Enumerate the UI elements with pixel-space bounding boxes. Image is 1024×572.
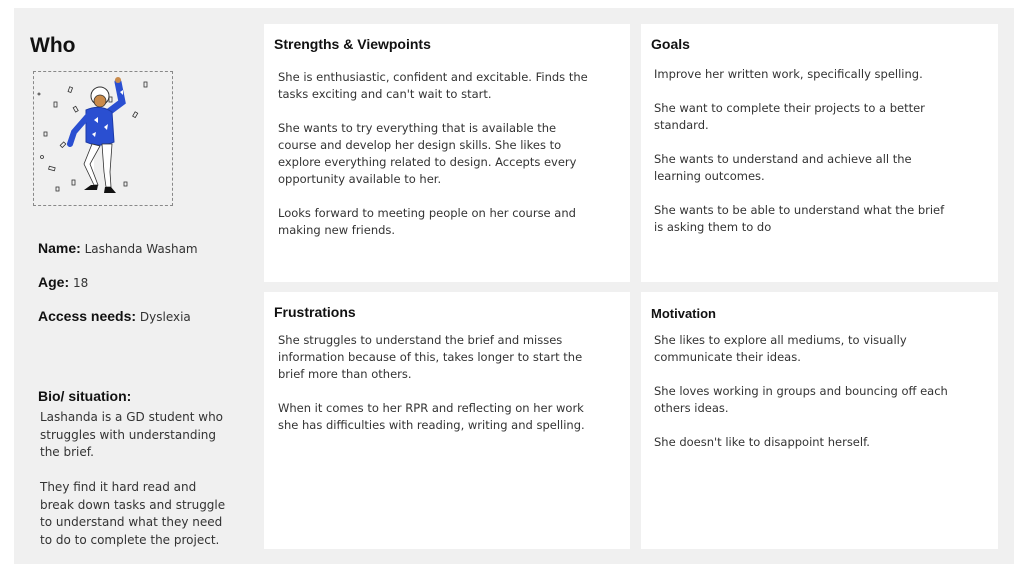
name-field xyxy=(38,240,198,256)
name-value: Lashanda Washam xyxy=(84,242,198,256)
age-value: 18 xyxy=(72,276,89,290)
strengths-title: Strengths & Viewpoints xyxy=(274,36,431,52)
motivation-paragraph: She doesn't like to disappoint herself. xyxy=(654,435,870,449)
goals-paragraph: She wants to be able to understand what the brief is asking them to do xyxy=(654,203,945,234)
goals-paragraph: Improve her written work, specifically spelling. xyxy=(654,67,923,81)
goals-paragraph: She wants to understand and achieve all the learning outcomes. xyxy=(654,152,912,183)
avatar xyxy=(33,71,173,206)
bio-title: Bio/ situation: xyxy=(38,388,132,404)
strengths-paragraph: She wants to try everything that is available the course and develop her design skills. She likes to explore everything related to design. Accepts every opportunity available to her. xyxy=(278,121,577,186)
motivation-paragraph: She loves working in groups and bouncing off each others ideas. xyxy=(654,384,948,415)
frustrations-paragraph: When it comes to her RPR and reflecting on her work she has difficulties with reading, writing and spelling. xyxy=(278,401,585,432)
who-title: Who xyxy=(30,34,76,57)
goals-card xyxy=(641,24,998,282)
bio-paragraph: Lashanda is a GD student who struggles with understanding the brief. xyxy=(40,410,224,459)
name-label: Name: xyxy=(38,240,81,256)
person-illustration-icon xyxy=(34,72,174,207)
strengths-paragraph: Looks forward to meeting people on her course and making new friends. xyxy=(278,206,576,237)
age-label: Age: xyxy=(38,274,70,290)
motivation-card xyxy=(641,292,998,549)
goals-title: Goals xyxy=(651,36,690,52)
motivation-title: Motivation xyxy=(651,306,716,321)
access-needs-value: Dyslexia xyxy=(139,310,191,324)
frustrations-paragraph: She struggles to understand the brief and misses information because of this, takes longer to start the brief more than others. xyxy=(278,333,583,381)
access-needs-field xyxy=(38,308,191,324)
bio-text xyxy=(40,409,230,567)
strengths-paragraph: She is enthusiastic, confident and excitable. Finds the tasks exciting and can't wait to start. xyxy=(278,70,588,101)
strengths-card xyxy=(264,24,630,282)
age-field xyxy=(38,274,88,290)
motivation-paragraph: She likes to explore all mediums, to visually communicate their ideas. xyxy=(654,333,907,364)
goals-paragraph: She want to complete their projects to a better standard. xyxy=(654,101,925,132)
access-needs-label: Access needs: xyxy=(38,308,137,324)
frustrations-title: Frustrations xyxy=(274,304,356,320)
frustrations-card xyxy=(264,292,630,549)
bio-paragraph: They find it hard read and break down tasks and struggle to understand what they need to do to complete the project. xyxy=(40,480,226,547)
